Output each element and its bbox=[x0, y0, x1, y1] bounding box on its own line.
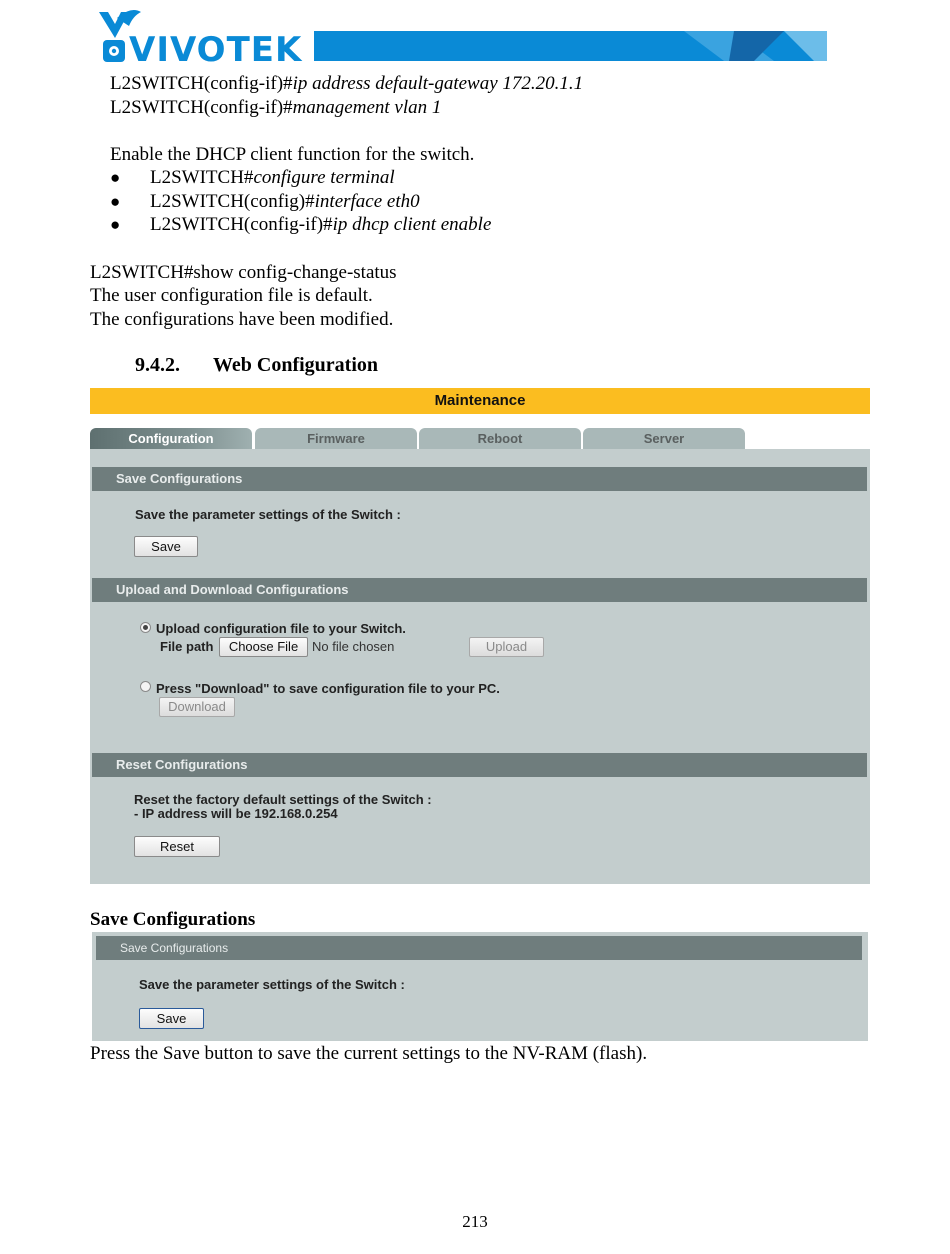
reset-config-heading: Reset Configurations bbox=[92, 753, 867, 777]
header-banner bbox=[314, 31, 827, 61]
save-config-panel bbox=[92, 932, 868, 1041]
tab-reboot[interactable]: Reboot bbox=[419, 428, 581, 449]
cli-line: L2SWITCH(config-if)#management vlan 1 bbox=[110, 97, 442, 118]
save-config-heading: Save Configurations bbox=[96, 936, 862, 960]
save-section-title: Save Configurations bbox=[90, 909, 256, 930]
section-number: 9.4.2. bbox=[135, 354, 180, 376]
page-number: 213 bbox=[462, 1212, 488, 1231]
reset-ip-note: - IP address will be 192.168.0.254 bbox=[134, 806, 338, 821]
file-status: No file chosen bbox=[312, 639, 395, 654]
status-line: The configurations have been modified. bbox=[90, 309, 394, 330]
save-button[interactable]: Save bbox=[139, 1008, 204, 1029]
download-radio[interactable] bbox=[140, 681, 151, 692]
reset-label: Reset the factory default settings of the Switch : bbox=[134, 792, 432, 807]
upload-radio[interactable] bbox=[140, 622, 151, 633]
section-title: Web Configuration bbox=[213, 354, 379, 376]
dhcp-intro: Enable the DHCP client function for the switch. bbox=[110, 144, 475, 165]
tab-server[interactable]: Server bbox=[583, 428, 745, 449]
status-line: The user configuration file is default. bbox=[90, 285, 373, 306]
choose-file-button[interactable]: Choose File bbox=[219, 637, 308, 657]
save-description: Press the Save button to save the current settings to the NV-RAM (flash). bbox=[90, 1043, 648, 1064]
tab-firmware[interactable]: Firmware bbox=[255, 428, 417, 449]
cli-line: L2SWITCH(config-if)#ip address default-gateway 172.20.1.1 bbox=[110, 73, 584, 94]
download-button[interactable]: Download bbox=[159, 697, 235, 717]
file-path-label: File path bbox=[160, 639, 214, 654]
vivotek-logo bbox=[95, 8, 307, 64]
list-item: ● L2SWITCH(config-if)#ip dhcp client enable bbox=[110, 214, 492, 235]
tab-configuration[interactable]: Configuration bbox=[90, 428, 252, 449]
configuration-panel bbox=[90, 449, 870, 884]
status-line: L2SWITCH#show config-change-status bbox=[90, 262, 397, 283]
bullet-icon: ● bbox=[110, 215, 121, 234]
save-config-label: Save the parameter settings of the Switch : bbox=[139, 977, 405, 992]
save-config-heading: Save Configurations bbox=[92, 467, 867, 491]
save-config-label: Save the parameter settings of the Switch : bbox=[135, 507, 401, 522]
upload-option-label: Upload configuration file to your Switch. bbox=[156, 621, 406, 636]
bullet-icon: ● bbox=[110, 168, 121, 187]
maintenance-title-bar: Maintenance bbox=[90, 388, 870, 414]
svg-text:VIVOTEK: VIVOTEK bbox=[129, 30, 303, 64]
list-item: ● L2SWITCH(config)#interface eth0 bbox=[110, 191, 420, 212]
save-button[interactable]: Save bbox=[134, 536, 198, 557]
reset-button[interactable]: Reset bbox=[134, 836, 220, 857]
list-item: ● L2SWITCH#configure terminal bbox=[110, 167, 395, 188]
upload-button[interactable]: Upload bbox=[469, 637, 544, 657]
bullet-icon: ● bbox=[110, 192, 121, 211]
download-option-label: Press "Download" to save configuration file to your PC. bbox=[156, 681, 500, 696]
updown-config-heading: Upload and Download Configurations bbox=[92, 578, 867, 602]
